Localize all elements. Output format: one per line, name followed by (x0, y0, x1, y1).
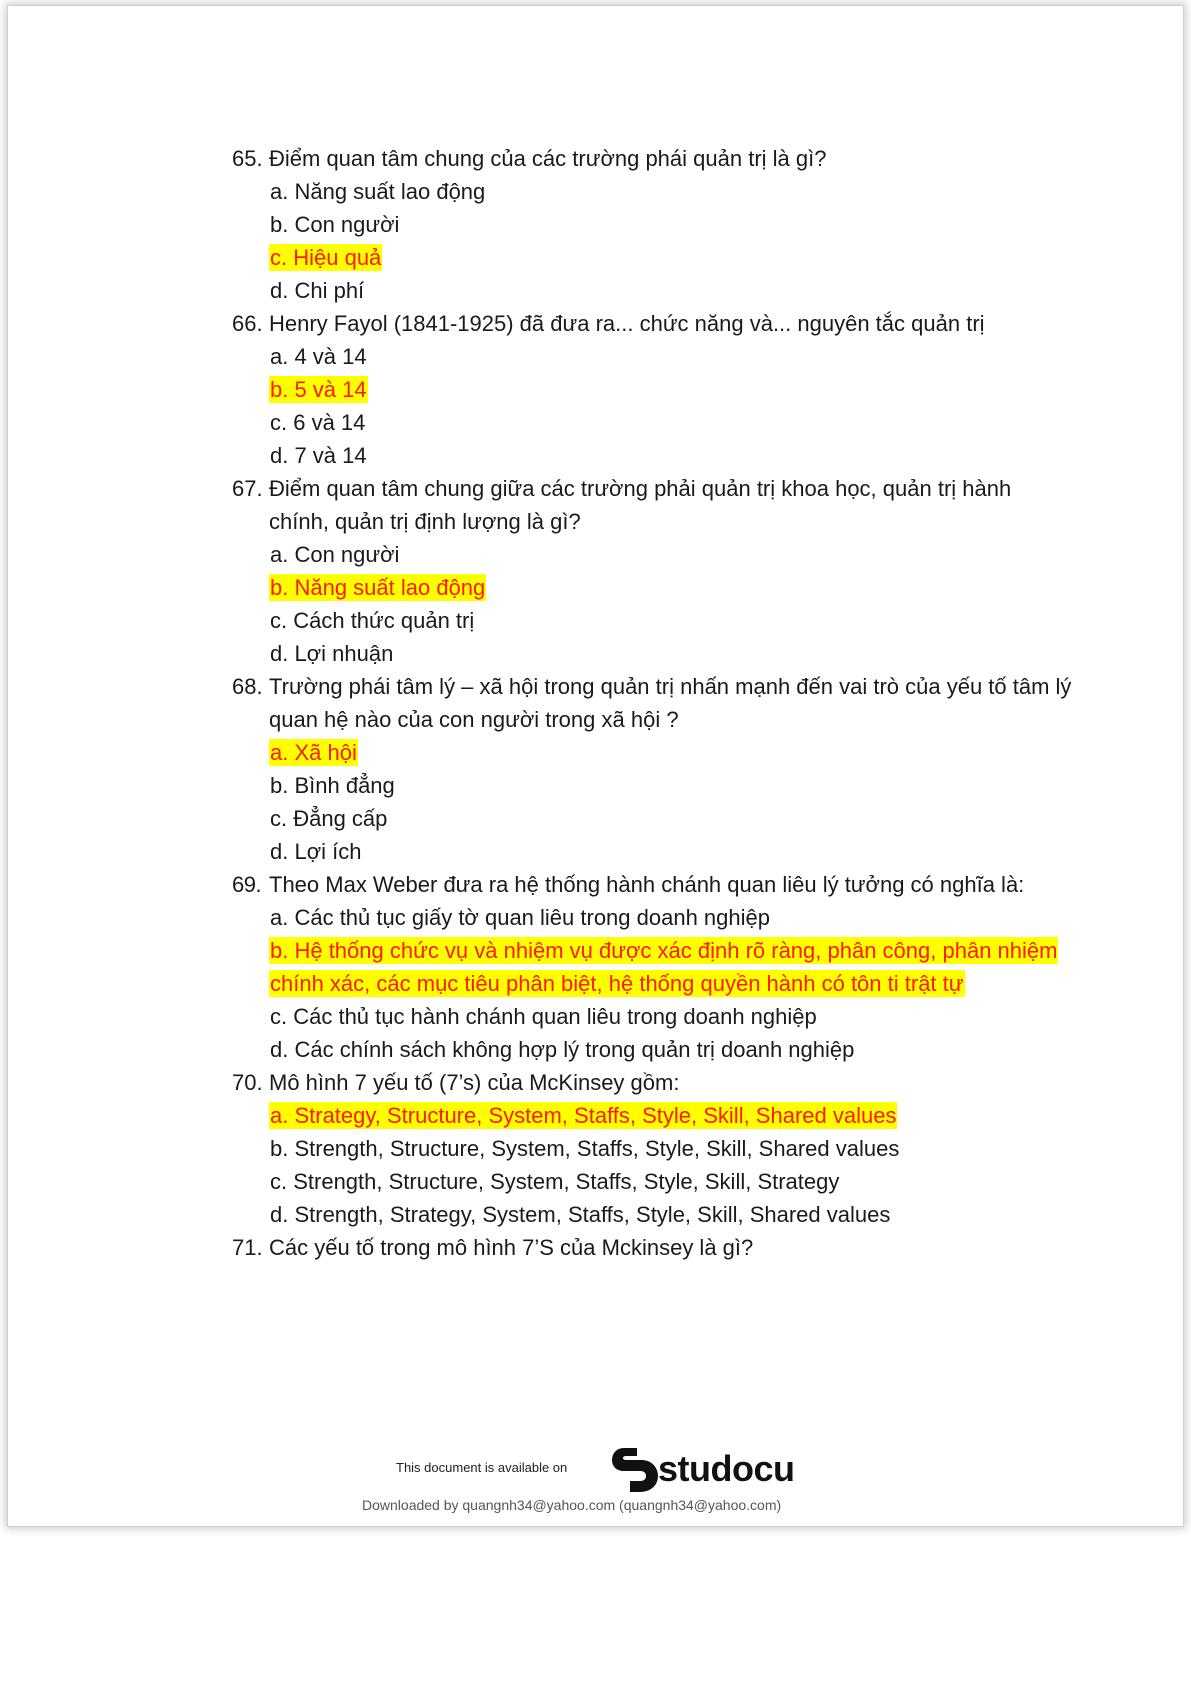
answer-option (232, 1000, 1072, 1033)
question-number: 70. (232, 1070, 263, 1095)
question-number: 65. (232, 146, 263, 171)
question-number: 71. (232, 1235, 263, 1260)
correct-answer-option (232, 1099, 1072, 1132)
answer-option (232, 208, 1072, 241)
answer-option (232, 340, 1072, 373)
question-68 (232, 670, 1072, 736)
answer-option (232, 802, 1072, 835)
question-number: 66. (232, 311, 263, 336)
option-text: d. 7 và 14 (270, 443, 367, 468)
answer-option (232, 1198, 1072, 1231)
option-text: b. Hệ thống chức vụ và nhiệm vụ được xác định rõ ràng, phân công, phân nhiệm chính xác, các mục tiêu phân biệt, hệ thống quyền hành có tôn ti trật tự (270, 938, 1058, 996)
studocu-logo-icon (610, 1445, 660, 1495)
option-text: a. Strategy, Structure, System, Staffs, Style, Skill, Shared values (270, 1103, 897, 1128)
question-text: Theo Max Weber đưa ra hệ thống hành chánh quan liêu lý tưởng có nghĩa là: (269, 872, 1025, 897)
option-text: b. 5 và 14 (270, 377, 367, 402)
answer-option (232, 835, 1072, 868)
answer-option (232, 901, 1072, 934)
correct-answer-option (232, 373, 1072, 406)
correct-answer-option (232, 934, 1072, 1000)
question-66 (232, 307, 1072, 340)
correct-answer-option (232, 571, 1072, 604)
option-text: d. Lợi ích (270, 839, 362, 864)
option-text: c. Cách thức quản trị (270, 608, 475, 633)
download-attribution: Downloaded by quangnh34@yahoo.com (quangnh34@yahoo.com) (362, 1497, 782, 1513)
question-text: Trường phái tâm lý – xã hội trong quản trị nhấn mạnh đến vai trò của yếu tố tâm lý quan hệ nào của con người trong xã hội ? (269, 674, 1072, 732)
option-text: c. Hiệu quả (270, 245, 382, 270)
question-text: Điểm quan tâm chung giữa các trường phải quản trị khoa học, quản trị hành chính, quản trị định lượng là gì? (269, 476, 1012, 534)
option-text: a. Năng suất lao động (270, 179, 486, 204)
option-text: d. Chi phí (270, 278, 365, 303)
option-text: a. Con người (270, 542, 400, 567)
question-71 (232, 1231, 1072, 1264)
answer-option (232, 1165, 1072, 1198)
answer-option (232, 439, 1072, 472)
option-text: b. Bình đẳng (270, 773, 395, 798)
option-text: d. Strength, Strategy, System, Staffs, Style, Skill, Shared values (270, 1202, 891, 1227)
option-text: d. Các chính sách không hợp lý trong quản trị doanh nghiệp (270, 1037, 855, 1062)
option-text: a. Xã hội (270, 740, 357, 765)
correct-answer-option (232, 241, 1072, 274)
studocu-brand: studocu (658, 1448, 795, 1489)
question-text: Mô hình 7 yếu tố (7’s) của McKinsey gồm: (269, 1070, 680, 1095)
availability-note: This document is available on (396, 1460, 568, 1475)
question-67 (232, 472, 1072, 538)
answer-option (232, 604, 1072, 637)
answer-option (232, 769, 1072, 802)
question-list (232, 142, 1072, 1264)
option-text: c. Strength, Structure, System, Staffs, Style, Skill, Strategy (270, 1169, 840, 1194)
option-text: c. 6 và 14 (270, 410, 366, 435)
answer-option (232, 1132, 1072, 1165)
option-text: a. 4 và 14 (270, 344, 367, 369)
option-text: a. Các thủ tục giấy tờ quan liêu trong doanh nghiệp (270, 905, 770, 930)
answer-option (232, 1033, 1072, 1066)
question-text: Henry Fayol (1841-1925) đã đưa ra... chức năng và... nguyên tắc quản trị (269, 311, 985, 336)
option-text: c. Đẳng cấp (270, 806, 388, 831)
question-70 (232, 1066, 1072, 1099)
question-text: Điểm quan tâm chung của các trường phái quản trị là gì? (269, 146, 827, 171)
answer-option (232, 406, 1072, 439)
option-text: d. Lợi nhuận (270, 641, 394, 666)
answer-option (232, 175, 1072, 208)
option-text: c. Các thủ tục hành chánh quan liêu trong doanh nghiệp (270, 1004, 817, 1029)
answer-option (232, 538, 1072, 571)
option-text: b. Strength, Structure, System, Staffs, Style, Skill, Shared values (270, 1136, 900, 1161)
answer-option (232, 274, 1072, 307)
option-text: b. Con người (270, 212, 400, 237)
question-number: 68. (232, 674, 263, 699)
correct-answer-option (232, 736, 1072, 769)
question-number: 67. (232, 476, 263, 501)
option-text: b. Năng suất lao động (270, 575, 486, 600)
question-65 (232, 142, 1072, 175)
answer-option (232, 637, 1072, 670)
question-text: Các yếu tố trong mô hình 7’S của Mckinsey là gì? (269, 1235, 754, 1260)
question-69 (232, 868, 1072, 901)
question-number: 69. (232, 872, 262, 897)
